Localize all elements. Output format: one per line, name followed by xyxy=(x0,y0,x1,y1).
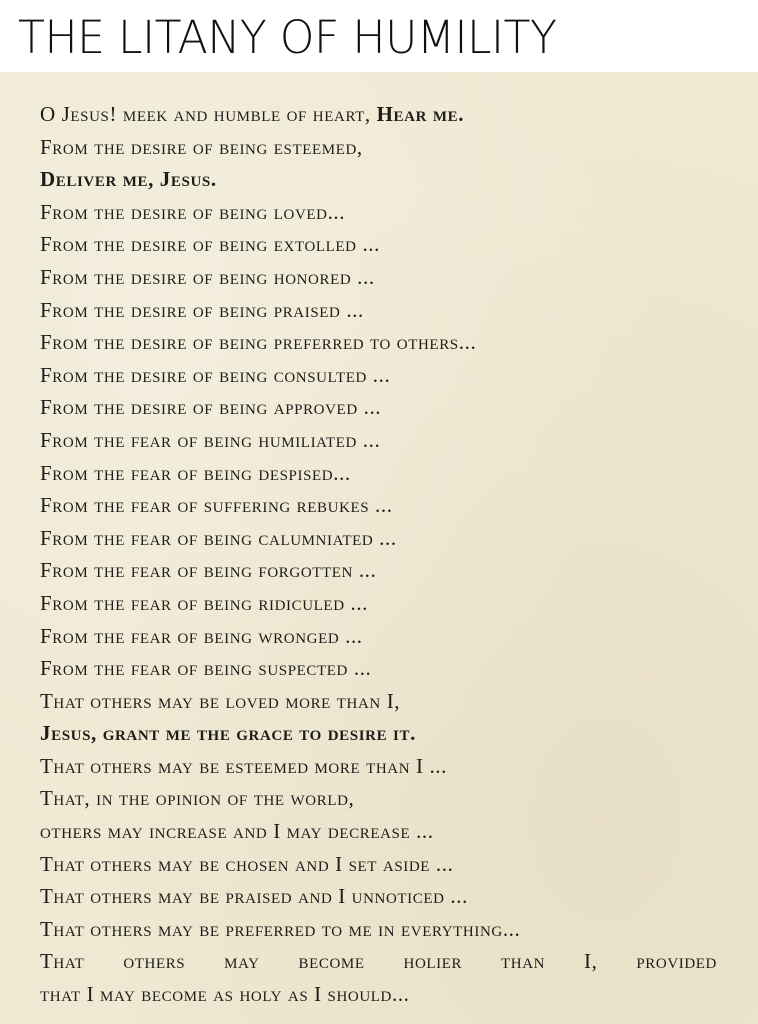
litany-line: From the desire of being loved... xyxy=(40,199,346,224)
litany-line: That others may be praised and I unnoticed ... xyxy=(40,884,468,909)
litany-line: From the fear of being calumniated ... xyxy=(40,525,397,550)
page-title: THE LITANY OF HUMILITY xyxy=(18,11,557,64)
litany-line: That others may be chosen and I set aside ... xyxy=(40,851,454,876)
litany-line: From the fear of being humiliated ... xyxy=(40,427,381,452)
word: provided xyxy=(636,949,717,974)
litany-line: From the desire of being approved ... xyxy=(40,395,382,420)
opening-invocation: O Jesus! meek and humble of heart, xyxy=(40,102,371,126)
litany-line-justified xyxy=(40,945,717,978)
litany-line: From the fear of being despised... xyxy=(40,460,351,485)
response-grant-grace: Jesus, grant me the grace to desire it. xyxy=(40,721,416,746)
litany-line: From the desire of being preferred to others... xyxy=(40,330,477,355)
litany-line: From the fear of suffering rebukes ... xyxy=(40,493,393,518)
litany-line: From the desire of being consulted ... xyxy=(40,362,391,387)
litany-line: From the fear of being ridiculed ... xyxy=(40,590,369,615)
word: That xyxy=(40,949,85,974)
opening-response: Hear me. xyxy=(376,102,465,126)
word: than xyxy=(501,949,546,974)
word: I, xyxy=(583,949,598,974)
litany-line: From the fear of being suspected ... xyxy=(40,656,372,681)
litany-line: that I may become as holy as I should... xyxy=(40,982,410,1007)
litany-text xyxy=(40,98,740,1011)
word: holier xyxy=(403,949,463,974)
litany-line: From the desire of being praised ... xyxy=(40,297,364,322)
litany-line: From the desire of being honored ... xyxy=(40,264,375,289)
litany-line: others may increase and I may decrease ... xyxy=(40,819,434,844)
response-deliver-me: Deliver me, Jesus. xyxy=(40,167,217,192)
litany-line xyxy=(40,98,740,131)
litany-line: From the desire of being extolled ... xyxy=(40,232,381,257)
litany-line: That others may be preferred to me in everything... xyxy=(40,916,521,941)
litany-line: That others may be esteemed more than I ... xyxy=(40,753,447,778)
litany-line: That others may be loved more than I, xyxy=(40,688,401,713)
title-banner xyxy=(0,0,758,72)
litany-line: From the fear of being wronged ... xyxy=(40,623,363,648)
litany-line: That, in the opinion of the world, xyxy=(40,786,355,811)
word: others xyxy=(123,949,186,974)
litany-line: From the fear of being forgotten ... xyxy=(40,558,377,583)
word: become xyxy=(298,949,365,974)
litany-line: From the desire of being esteemed, xyxy=(40,134,363,159)
word: may xyxy=(224,949,260,974)
